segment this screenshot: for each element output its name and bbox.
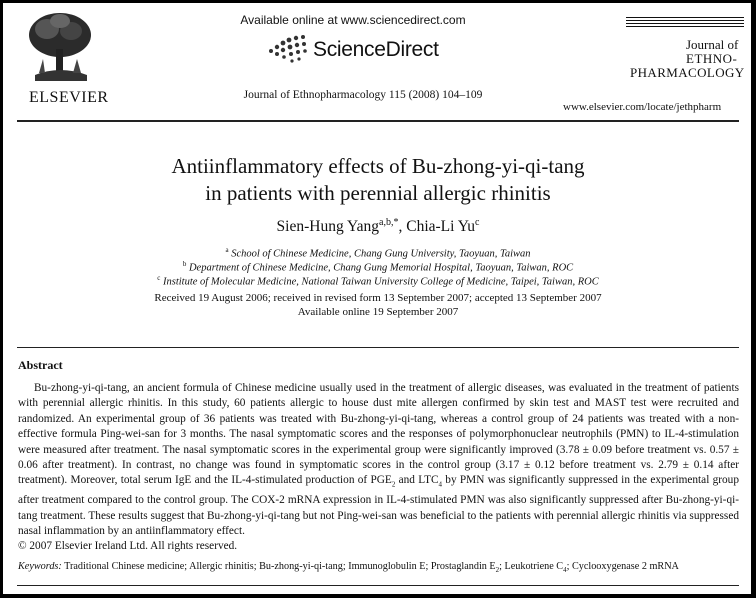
journal-logo-rule bbox=[626, 20, 744, 21]
keywords-label: Keywords: bbox=[18, 561, 62, 572]
abstract-text: and LTC bbox=[395, 474, 439, 487]
keywords-text: ; Leukotriene C bbox=[499, 561, 564, 572]
affiliation-text: Department of Chinese Medicine, Chang Gung Memorial Hospital, Taoyuan, Taiwan, ROC bbox=[188, 262, 574, 274]
affiliation-mark: b bbox=[182, 260, 187, 268]
journal-logo-rule bbox=[626, 26, 744, 27]
article-title bbox=[33, 153, 723, 207]
author-affiliation-mark: a,b,* bbox=[379, 217, 399, 228]
elsevier-tree-icon bbox=[25, 9, 95, 81]
publisher-name: ELSEVIER bbox=[29, 89, 109, 106]
journal-logo bbox=[626, 15, 744, 85]
journal-citation: Journal of Ethnopharmacology 115 (2008) 104–109 bbox=[243, 89, 483, 101]
abstract-text: Bu-zhong-yi-qi-tang, an ancient formula of Chinese medicine usually used in the treatment of allergic diseases, was evaluated in the treatment of patients with perennial allergic rhinitis. In this study, 60 patients allergic to house dust mite allergen confirmed by skin test and MAST test were recruited and randomized. An experimental group of 36 patients was treated with Bu-zhong-yi-qi-tang, whereas a control group of 24 patients was treated with a non-effective formula Ping-wei-san for 3 months. The nasal symptomatic scores and the responses of polymorphonuclear neutrophils (PMN) to IL-4-stimulation were measured after treatment. The nasal symptomatic scores in the experimental group were significantly improved (3.78 ± 0.09 before treatment vs. 0.57 ± 0.06 after treatment). In contrast, no change was found in symptomatic scores in the control group (3.17 ± 0.12 before treatment vs. 2.79 ± 0.14 after treatment). Moreover, total serum IgE and the IL-4-stimulated production of PGE bbox=[18, 382, 739, 487]
journal-url[interactable]: www.elsevier.com/locate/jethpharm bbox=[563, 101, 722, 113]
affiliation bbox=[33, 260, 723, 274]
affiliation-text: Institute of Molecular Medicine, National Taiwan University College of Medicine, Taipei, Taiwan, ROC bbox=[163, 276, 599, 288]
subscript: 4 bbox=[438, 480, 443, 489]
journal-logo-line3: PHARMACOLOGY bbox=[630, 65, 745, 80]
journal-logo-rule bbox=[626, 17, 744, 18]
available-online-date: Available online 19 September 2007 bbox=[297, 306, 459, 318]
affiliation bbox=[33, 246, 723, 260]
copyright-notice: © 2007 Elsevier Ireland Ltd. All rights reserved. bbox=[18, 540, 238, 553]
available-online-text: Available online at www.sciencedirect.com bbox=[240, 13, 466, 27]
author-name[interactable]: Chia-Li Yu bbox=[406, 218, 475, 236]
author-list bbox=[33, 217, 723, 236]
keywords-line bbox=[18, 561, 743, 574]
header-divider bbox=[17, 120, 739, 122]
author-separator: , bbox=[398, 218, 407, 236]
abstract-body bbox=[18, 381, 739, 555]
subscript: 4 bbox=[563, 566, 567, 575]
abstract-divider bbox=[17, 347, 739, 348]
article-page bbox=[3, 3, 751, 594]
elsevier-logo bbox=[15, 9, 109, 106]
affiliation-text: School of Chinese Medicine, Chang Gung University, Taoyuan, Taiwan bbox=[231, 248, 531, 260]
subscript: 2 bbox=[391, 480, 396, 489]
author-name[interactable]: Sien-Hung Yang bbox=[276, 218, 380, 236]
journal-logo-line2: ETHNO- bbox=[686, 51, 738, 66]
sciencedirect-wordmark: ScienceDirect bbox=[313, 38, 439, 61]
keywords-text: Traditional Chinese medicine; Allergic rhinitis; Bu-zhong-yi-qi-tang; Immunoglobulin E; Prostaglandin E bbox=[64, 561, 496, 572]
abstract-heading: Abstract bbox=[18, 358, 63, 372]
journal-logo-rule bbox=[626, 23, 744, 24]
affiliation-mark: a bbox=[225, 246, 229, 254]
journal-logo-line1: Journal of bbox=[686, 37, 739, 52]
abstract-paragraph bbox=[18, 381, 739, 539]
title-line-1: Antiinflammatory effects of Bu-zhong-yi-qi-tang bbox=[171, 154, 585, 178]
title-line-2: in patients with perennial allergic rhinitis bbox=[205, 181, 551, 205]
affiliation bbox=[33, 274, 723, 288]
subscript: 2 bbox=[495, 566, 500, 575]
affiliation-mark: c bbox=[157, 274, 161, 282]
received-dates: Received 19 August 2006; received in revised form 13 September 2007; accepted 13 September 2007 bbox=[154, 292, 602, 304]
footer-divider bbox=[17, 585, 739, 586]
abstract-text: by PMN was significantly suppressed in the experimental group after treatment compared to the control group. The COX-2 mRNA expression in IL-4-stimulated PMN was also significantly suppressed after Bu-zhong-yi-qi-tang treatment. These results suggest that Bu-zhong-yi-qi-tang but not Ping-wei-san was beneficial to the patients with perennial allergic rhinitis via suppressed nasal inflammation by an antiinflammatory effect. bbox=[18, 474, 739, 537]
author-affiliation-mark: c bbox=[474, 217, 480, 228]
keywords-text: ; Cyclooxygenase 2 mRNA bbox=[566, 561, 679, 572]
